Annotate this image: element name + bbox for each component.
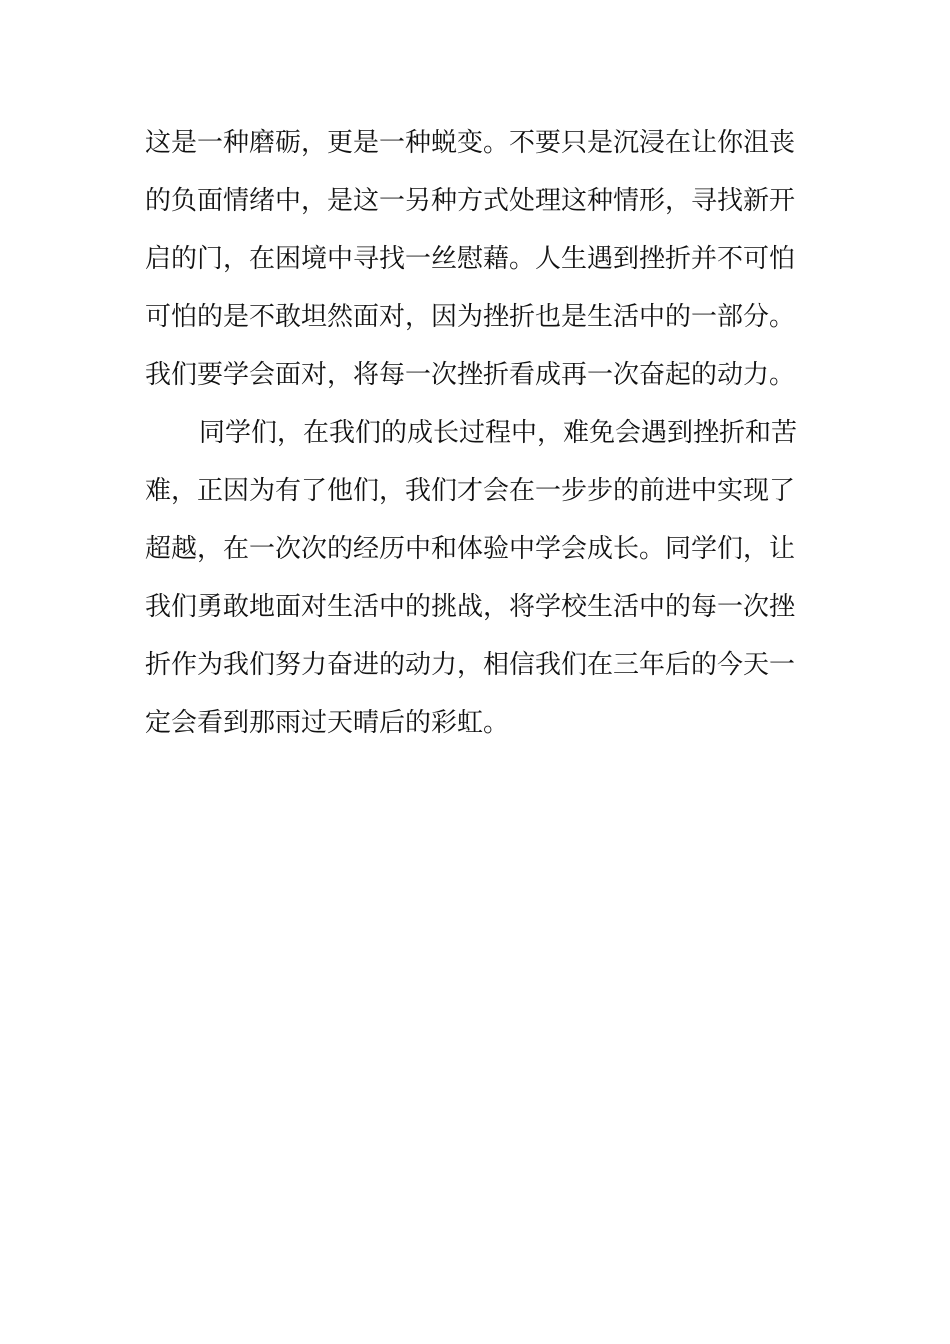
text-line: 我们勇敢地面对生活中的挑战，将学校生活中的每一次挫 xyxy=(145,592,796,622)
text-line: 折作为我们努力奋进的动力，相信我们在三年后的今天一 xyxy=(145,650,796,680)
paragraph-1 xyxy=(145,118,825,408)
text-line: 难，正因为有了他们，我们才会在一步步的前进中实现了 xyxy=(145,476,796,506)
text-line: 可怕的是不敢坦然面对，因为挫折也是生活中的一部分。 xyxy=(145,302,796,332)
text-line: 定会看到那雨过天晴后的彩虹。 xyxy=(145,708,510,738)
text-line: 这是一种磨砺，更是一种蜕变。不要只是沉浸在让你沮丧 xyxy=(145,128,796,158)
paragraph-2 xyxy=(145,408,825,756)
text-line: 启的门，在困境中寻找一丝慰藉。人生遇到挫折并不可怕 xyxy=(145,244,796,274)
text-line: 我们要学会面对，将每一次挫折看成再一次奋起的动力。 xyxy=(145,360,796,390)
text-line: 超越，在一次次的经历中和体验中学会成长。同学们，让 xyxy=(145,534,796,564)
document-body xyxy=(145,118,825,756)
text-line: 的负面情绪中，是这一另种方式处理这种情形，寻找新开 xyxy=(145,186,796,216)
text-line: 同学们，在我们的成长过程中，难免会遇到挫折和苦 xyxy=(199,418,798,448)
